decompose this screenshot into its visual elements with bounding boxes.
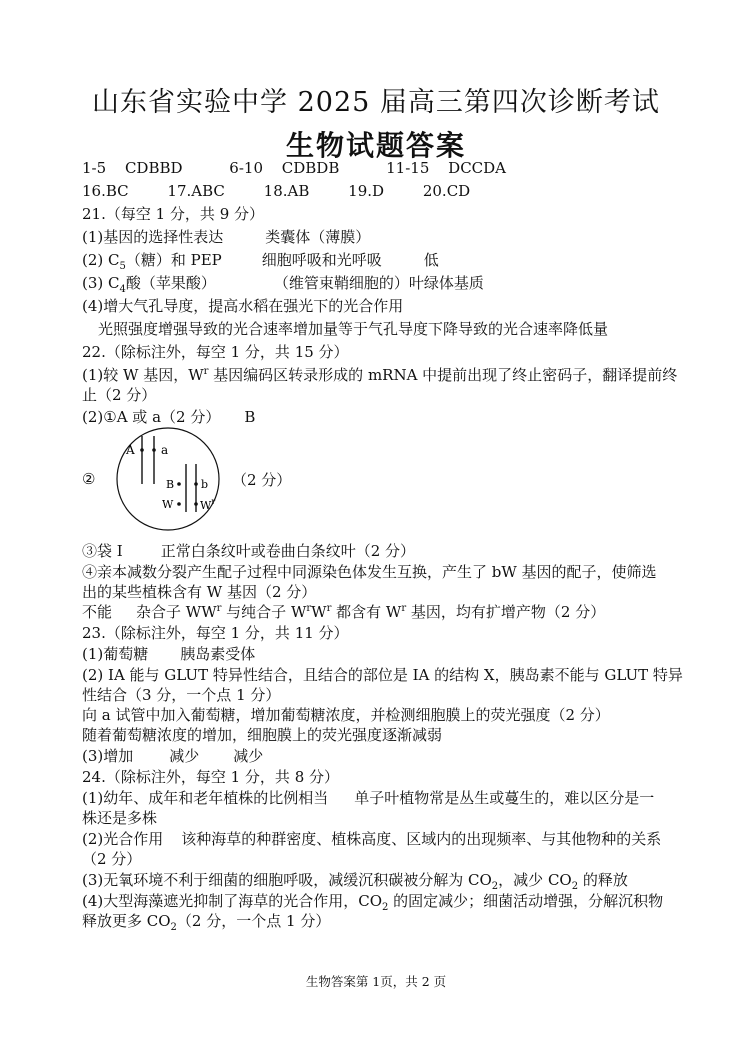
allele-W-label: W [162, 498, 174, 511]
q22-circle-score: （2 分） [232, 471, 292, 489]
allele-b-label: b [201, 478, 209, 491]
answers: DCCDA [448, 159, 507, 177]
q22-header: 22.（除标注外，每空 1 分，共 15 分） [82, 343, 349, 361]
q23-line-2: (2) IA 能与 GLUT 特异性结合，且结合的部位是 IA 的结构 X，胰岛素不能与 GLUT 特异 [82, 666, 683, 684]
q22-line-3: (2)①A 或 a（2 分） B [82, 408, 256, 426]
q21-line-5: 光照强度增强导致的光合速率增加量等于气孔导度下降导致的光合速率降低量 [98, 320, 609, 338]
q23-line-4: 向 a 试管中加入葡萄糖，增加葡萄糖浓度，并检测细胞膜上的荧光强度（2 分） [82, 706, 610, 724]
q22-circle-mark: ② [82, 470, 96, 488]
q22-line-1: (1)较 W 基因，$W^r$ 基因编码区转录形成的 mRNA 中提前出现了终止密码子，翻译提前终 [82, 366, 678, 384]
q22-line-5: ④亲本减数分裂产生配子过程中同源染色体发生互换，产生了 bW 基因的配子，使筛选 [82, 563, 657, 581]
allele-Wr-label: $W^r$ [200, 497, 216, 512]
range-label: 1-5 [82, 159, 107, 177]
answer: 17.ABC [167, 182, 225, 200]
page-footer: 生物答案第 1页，共 2 页 [305, 974, 447, 989]
q22-line-2: 止（2 分） [82, 386, 157, 404]
locus-A [140, 448, 144, 452]
answer: 20.CD [422, 182, 471, 200]
locus-b [194, 482, 198, 486]
answer: 16.BC [82, 182, 129, 200]
answers: CDBBD [124, 159, 183, 177]
q21-line-4: (4)增大气孔导度，提高水稻在强光下的光合作用 [82, 297, 404, 315]
q24-header: 24.（除标注外，每空 1 分，共 8 分） [82, 768, 340, 786]
q23-line-5: 随着葡萄糖浓度的增加，细胞膜上的荧光强度逐渐减弱 [82, 726, 443, 744]
q23-line-1: (1)葡萄糖 胰岛素受体 [82, 645, 256, 663]
q21-line-2: (2) $C_5$（糖）和 PEP 细胞呼吸和光呼吸 低 [82, 251, 439, 272]
chromosome-cell-diagram [106, 426, 230, 532]
allele-B-label: B [166, 478, 175, 491]
exam-title: 山东省实验中学 2025 届高三第四次诊断考试 [92, 87, 660, 118]
range-label: 6-10 [229, 159, 263, 177]
q24-line-2: 株还是多株 [82, 809, 158, 827]
answer: 18.AB [263, 182, 310, 200]
choice-answers-row-2 [82, 181, 470, 201]
q22-line-4: ③袋 I 正常白条纹叶或卷曲白条纹叶（2 分） [82, 542, 416, 560]
range-label: 11-15 [386, 159, 430, 177]
q21-line-1: (1)基因的选择性表达 类囊体（薄膜） [82, 228, 371, 246]
q23-line-6: (3)增加 减少 减少 [82, 747, 264, 765]
q22-line-7: 不能 杂合子 $WW^r$ 与纯合子 $W^rW^r$ 都含有 $W^r$ 基因，均有扩增产物（2 分） [82, 603, 606, 621]
allele-a-label: a [161, 443, 169, 457]
locus-a [152, 448, 156, 452]
q24-line-6: (4)大型海藻遮光抑制了海草的光合作用，$CO_2$ 的固定减少；细菌活动增强，分解沉积物 [82, 892, 664, 913]
locus-Wr [194, 502, 198, 506]
answer: 19.D [348, 182, 385, 200]
q21-line-3: (3) $C_4$酸（苹果酸） （维管束鞘细胞的）叶绿体基质 [82, 274, 484, 295]
allele-A-label: A [126, 443, 135, 457]
q22-line-6: 出的某些植株含有 W 基因（2 分） [82, 583, 317, 601]
q23-line-3: 性结合（3 分，一个点 1 分） [82, 686, 281, 704]
q21-header: 21.（每空 1 分，共 9 分） [82, 205, 265, 223]
choice-answers-row-1 [82, 158, 506, 178]
locus-W [177, 502, 181, 506]
locus-B [177, 482, 181, 486]
q24-line-5: (3)无氧环境不利于细菌的细胞呼吸，减缓沉积碳被分解为 $CO_2$，减少 $CO_2$ 的释放 [82, 871, 628, 892]
answer-subtitle: 生物试题答案 [285, 129, 466, 162]
q24-line-7: 释放更多 $CO_2(2$ 分，一个点 1 分） [82, 912, 331, 933]
q24-line-3: (2)光合作用 该种海草的种群密度、植株高度、区域内的出现频率、与其他物种的关系 [82, 830, 662, 848]
answers: CDBDB [281, 159, 340, 177]
q24-line-1: (1)幼年、成年和老年植株的比例相当 单子叶植物常是丛生或蔓生的，难以区分是一 [82, 789, 655, 807]
q23-header: 23.（除标注外，每空 1 分，共 11 分） [82, 624, 349, 642]
q24-line-4: （2 分） [82, 850, 142, 868]
